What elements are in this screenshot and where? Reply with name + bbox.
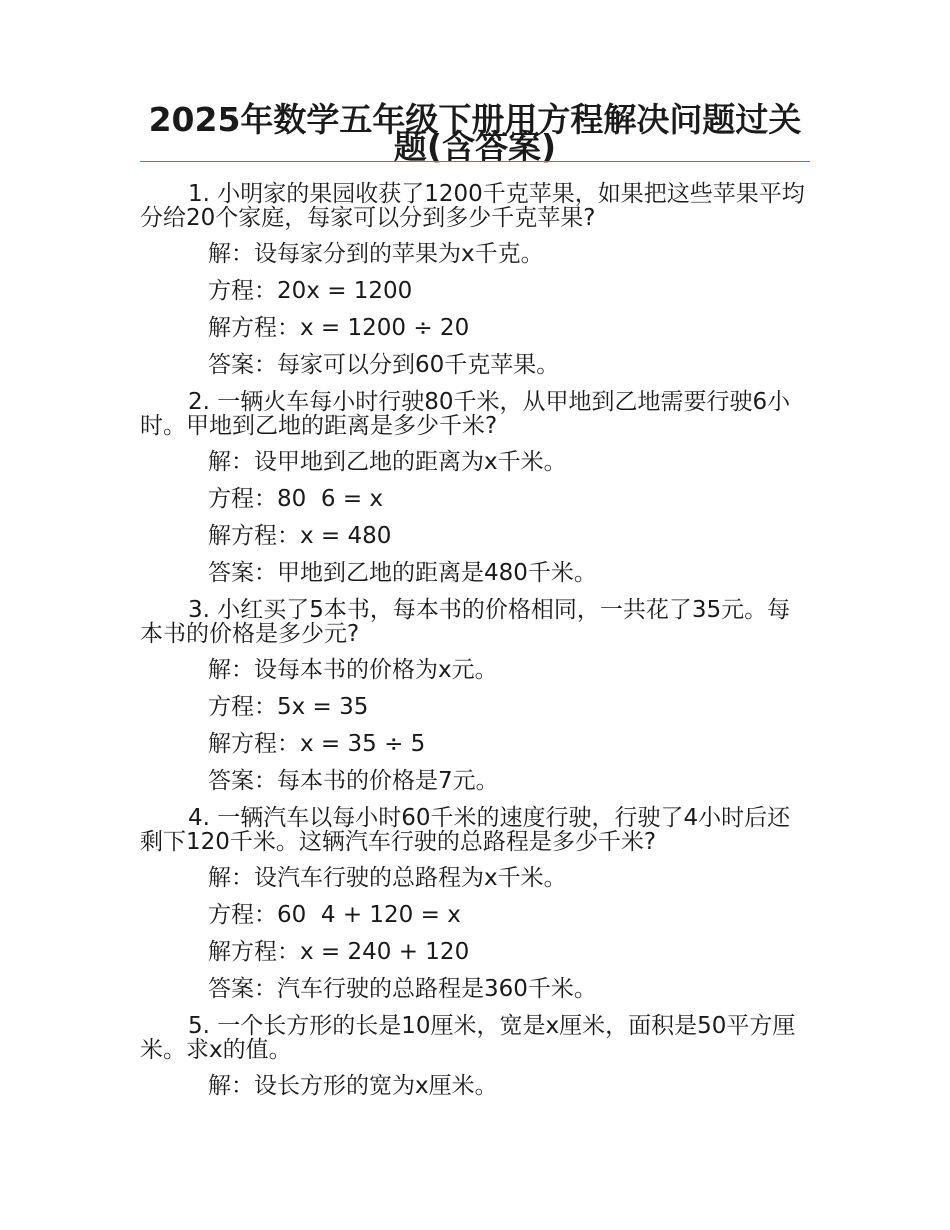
problem-5-question: 5. 一个长方形的长是10厘米，宽是x厘米，面积是50平方厘米。求x的值。 [140, 1013, 796, 1063]
problem-1-equation: 方程：20x = 1200 [208, 278, 413, 304]
problem-4-equation: 方程：60 4 + 120 = x [208, 902, 461, 928]
problem-4-answer: 答案：汽车行驶的总路程是360千米。 [208, 976, 597, 1002]
problem-2-answer: 答案：甲地到乙地的距离是480千米。 [208, 560, 597, 586]
problem-3-question: 3. 小红买了5本书，每本书的价格相同，一共花了35元。每本书的价格是多少元? [140, 597, 791, 647]
document-title: 2025年数学五年级下册用方程解决问题过关题(含答案) [148, 100, 802, 166]
problem-1-solve: 解方程：x = 1200 ÷ 20 [208, 315, 470, 341]
problem-1-question: 1. 小明家的果园收获了1200千克苹果，如果把这些苹果平均分给20个家庭，每家可以分到多少千克苹果? [140, 181, 805, 231]
problem-3-equation: 方程：5x = 35 [208, 694, 369, 720]
problem-1-answer: 答案：每家可以分到60千克苹果。 [208, 352, 560, 378]
problem-4-let: 解：设汽车行驶的总路程为x千米。 [208, 865, 567, 891]
problem-3-let: 解：设每本书的价格为x元。 [208, 657, 498, 683]
problem-4-question: 4. 一辆汽车以每小时60千米的速度行驶，行驶了4小时后还剩下120千米。这辆汽车行驶的总路程是多少千米? [140, 805, 791, 855]
problem-2-let: 解：设甲地到乙地的距离为x千米。 [208, 449, 567, 475]
problem-3-solve: 解方程：x = 35 ÷ 5 [208, 731, 426, 757]
problem-1-let: 解：设每家分到的苹果为x千克。 [208, 241, 544, 267]
problem-2-equation: 方程：80 6 = x [208, 486, 384, 512]
problem-2-solve: 解方程：x = 480 [208, 523, 392, 549]
problem-3-answer: 答案：每本书的价格是7元。 [208, 768, 499, 794]
title-underline [140, 161, 810, 162]
problem-5-let: 解：设长方形的宽为x厘米。 [208, 1073, 498, 1099]
problem-4-solve: 解方程：x = 240 + 120 [208, 939, 470, 965]
problem-2-question: 2. 一辆火车每小时行驶80千米，从甲地到乙地需要行驶6小时。甲地到乙地的距离是多少千米? [140, 389, 791, 439]
